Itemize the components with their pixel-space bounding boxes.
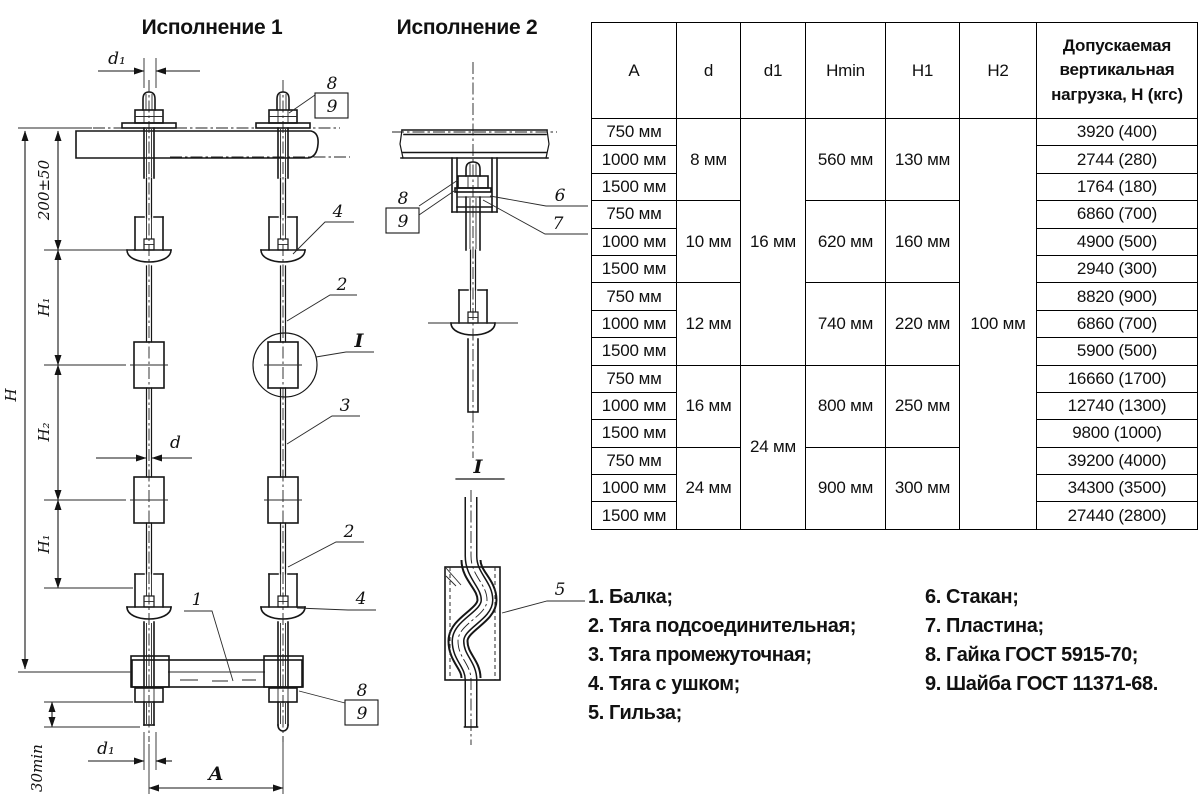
cell-h2: 100 мм xyxy=(960,119,1037,530)
dim-200-50: 200±50 xyxy=(35,159,53,221)
cell-d1: 24 мм xyxy=(741,365,806,529)
callout-2-upper: 2 xyxy=(336,275,348,295)
technical-drawing: 9 Исполнение 1 Исполнение 2 H 200±50 H₁ H₂ H₁ 30min d₁ d d₁ A 4 2 I 3 2 1 4 6 7 I 5 xyxy=(0,0,590,806)
cell-hmin: 560 мм xyxy=(806,119,886,201)
cell-h1: 130 мм xyxy=(886,119,960,201)
col-header-a: A xyxy=(592,23,677,119)
variant2-assembly xyxy=(386,62,588,458)
cell-load: 5900 (500) xyxy=(1037,338,1198,365)
cell-a: 1000 мм xyxy=(592,146,677,173)
cell-hmin: 800 мм xyxy=(806,365,886,447)
hanger-rod-right xyxy=(256,80,310,742)
cell-load: 6860 (700) xyxy=(1037,201,1198,228)
cell-a: 750 мм xyxy=(592,201,677,228)
cell-load: 9800 (1000) xyxy=(1037,420,1198,447)
callout-4-upper: 4 xyxy=(332,202,344,222)
table-row xyxy=(592,283,1198,310)
cell-load: 12740 (1300) xyxy=(1037,392,1198,419)
legend-right-column xyxy=(925,583,1158,699)
col-header-h1: H1 xyxy=(886,23,960,119)
callout-5: 5 xyxy=(554,580,566,600)
col-header-d1: d1 xyxy=(741,23,806,119)
variant1-title: Исполнение 1 xyxy=(141,16,283,39)
cell-load: 6860 (700) xyxy=(1037,310,1198,337)
dim-30min: 30min xyxy=(28,744,46,792)
legend-item: 2. Тяга подсоединительная; xyxy=(588,615,856,637)
col-header-load: Допускаемая вертикальная нагрузка, Н (кгс) xyxy=(1037,23,1198,119)
cell-a: 1000 мм xyxy=(592,228,677,255)
table-row xyxy=(592,447,1198,474)
cell-a: 1500 мм xyxy=(592,173,677,200)
variant2-title: Исполнение 2 xyxy=(396,16,538,39)
cell-d: 10 мм xyxy=(677,201,741,283)
col-header-d: d xyxy=(677,23,741,119)
legend-item: 3. Тяга промежуточная; xyxy=(588,644,812,666)
cell-a: 1500 мм xyxy=(592,255,677,282)
legend-item: 8. Гайка ГОСТ 5915-70; xyxy=(925,644,1139,666)
callout-2-lower: 2 xyxy=(343,522,355,542)
legend-left-column xyxy=(588,583,856,728)
cell-load: 34300 (3500) xyxy=(1037,475,1198,502)
dim-H1-lower: H₁ xyxy=(35,534,53,554)
cell-load: 2744 (280) xyxy=(1037,146,1198,173)
callout-4-lower: 4 xyxy=(355,589,367,609)
cell-hmin: 620 мм xyxy=(806,201,886,283)
detail-view-sleeve xyxy=(445,456,585,745)
cell-d: 12 мм xyxy=(677,283,741,365)
legend-item: 6. Стакан; xyxy=(925,586,1019,608)
cell-load: 1764 (180) xyxy=(1037,173,1198,200)
cell-a: 1500 мм xyxy=(592,338,677,365)
cell-a: 1000 мм xyxy=(592,475,677,502)
cell-a: 750 мм xyxy=(592,119,677,146)
cell-d: 24 мм xyxy=(677,447,741,529)
cell-load: 27440 (2800) xyxy=(1037,502,1198,529)
legend-item: 9. Шайба ГОСТ 11371-68. xyxy=(925,673,1158,695)
dim-H2: H₂ xyxy=(35,422,53,442)
dim-A: A xyxy=(208,763,224,785)
dim-d1-bottom: d₁ xyxy=(97,739,115,759)
dim-d1-top: d₁ xyxy=(108,49,126,69)
dim-H: H xyxy=(2,388,20,402)
legend-item: 7. Пластина; xyxy=(925,615,1044,637)
cell-hmin: 740 мм xyxy=(806,283,886,365)
cell-a: 1500 мм xyxy=(592,502,677,529)
cell-h1: 160 мм xyxy=(886,201,960,283)
col-header-hmin: Hmin xyxy=(806,23,886,119)
cell-a: 750 мм xyxy=(592,365,677,392)
col-header-h2: H2 xyxy=(960,23,1037,119)
cell-load: 39200 (4000) xyxy=(1037,447,1198,474)
cell-d: 16 мм xyxy=(677,365,741,447)
cell-a: 750 мм xyxy=(592,283,677,310)
detail-view-title: I xyxy=(473,456,483,478)
cell-h1: 220 мм xyxy=(886,283,960,365)
table-row xyxy=(592,365,1198,392)
variant1-top-beam xyxy=(52,128,350,158)
cell-load: 16660 (1700) xyxy=(1037,365,1198,392)
table-header-row xyxy=(592,23,1198,119)
cell-load: 4900 (500) xyxy=(1037,228,1198,255)
legend-item: 1. Балка; xyxy=(588,586,673,608)
cell-load: 8820 (900) xyxy=(1037,283,1198,310)
callout-1: 1 xyxy=(191,590,203,610)
cell-h1: 300 мм xyxy=(886,447,960,529)
callout-3: 3 xyxy=(339,396,351,416)
cell-a: 1500 мм xyxy=(592,420,677,447)
cell-hmin: 900 мм xyxy=(806,447,886,529)
callout-6: 6 xyxy=(554,186,566,206)
cell-h1: 250 мм xyxy=(886,365,960,447)
cell-d1: 16 мм xyxy=(741,119,806,366)
cell-d: 8 мм xyxy=(677,119,741,201)
table-row xyxy=(592,201,1198,228)
dim-H1-upper: H₁ xyxy=(35,297,53,317)
dimension-lines xyxy=(2,49,283,794)
hanger-rod-left xyxy=(122,80,176,742)
cell-a: 1000 мм xyxy=(592,392,677,419)
cell-a: 1000 мм xyxy=(592,310,677,337)
cell-a: 750 мм xyxy=(592,447,677,474)
legend-item: 5. Гильза; xyxy=(588,702,682,724)
spec-table xyxy=(591,22,1198,530)
table-row xyxy=(592,119,1198,146)
cell-load: 3920 (400) xyxy=(1037,119,1198,146)
legend-item: 4. Тяга с ушком; xyxy=(588,673,740,695)
cell-load: 2940 (300) xyxy=(1037,255,1198,282)
detail-ref-label: I xyxy=(354,330,364,352)
dim-d: d xyxy=(170,433,181,453)
callout-7: 7 xyxy=(552,214,564,234)
